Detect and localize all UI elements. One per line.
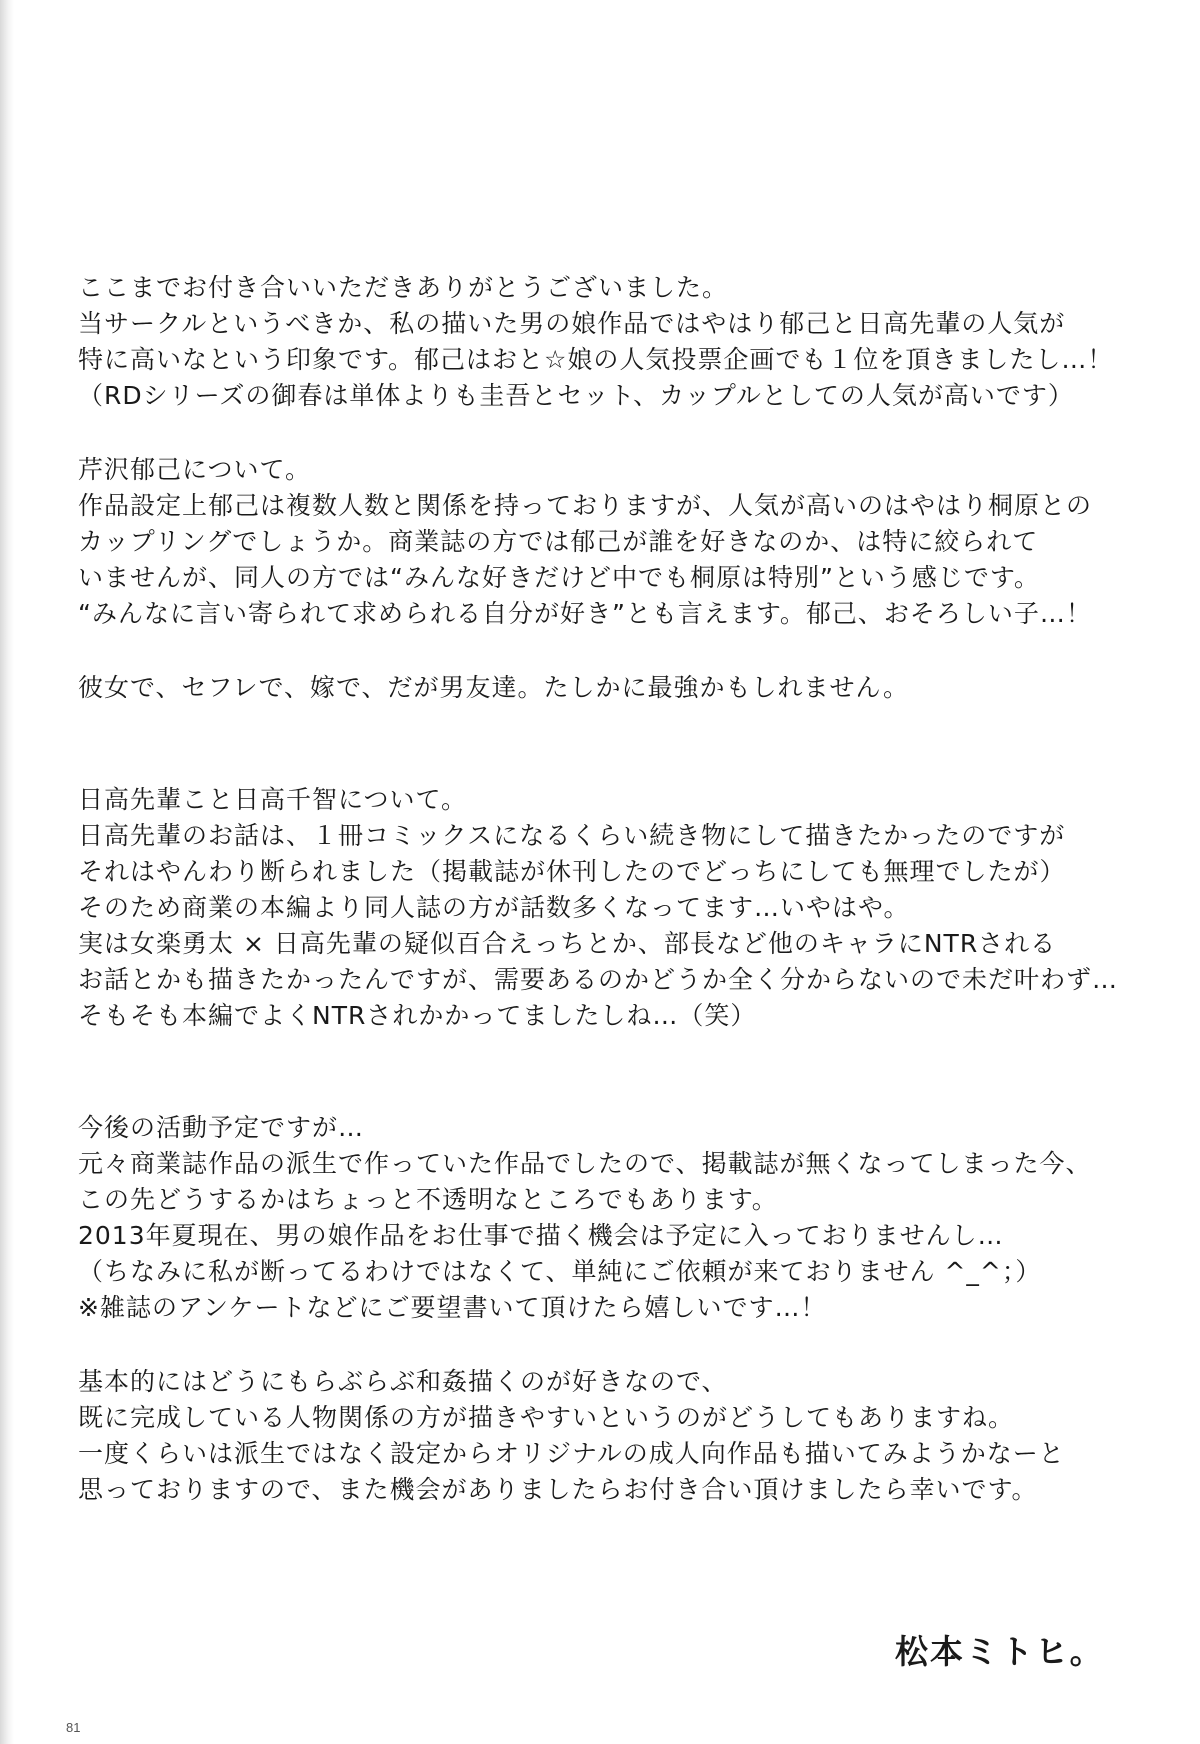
- afterword-text: [78, 270, 1128, 1508]
- text-line: カップリングでしょうか。商業誌の方では郁己が誰を好きなのか、は特に絞られて: [78, 527, 1039, 556]
- text-line: 既に完成している人物関係の方が描きやすいというのがどうしてもありますね。: [78, 1403, 1015, 1432]
- paragraph-gap: [78, 706, 1128, 782]
- section-heading: 日高先輩こと日高千智について。: [78, 785, 468, 814]
- section-heading: 今後の活動予定ですが…: [78, 1113, 365, 1142]
- text-line: 日高先輩のお話は、１冊コミックスになるくらい続き物にして描きたかったのですが: [78, 821, 1066, 850]
- page-gutter-shadow: [0, 0, 14, 1744]
- text-line: （ちなみに私が断ってるわけではなくて、単純にご依頼が来ておりません ^_^；）: [78, 1257, 1042, 1286]
- text-line: いませんが、同人の方では“みんな好きだけど中でも桐原は特別”という感じです。: [78, 563, 1040, 592]
- text-line: 2013年夏現在、男の娘作品をお仕事で描く機会は予定に入っておりませんし…: [78, 1221, 1004, 1250]
- text-line: 元々商業誌作品の派生で作っていた作品でしたので、掲載誌が無くなってしまった今、: [78, 1149, 1092, 1178]
- text-line: そもそも本編でよくNTRされかかってましたしね…（笑）: [78, 1001, 757, 1030]
- text-line: 当サークルというべきか、私の描いた男の娘作品ではやはり郁己と日高先輩の人気が: [78, 309, 1066, 338]
- text-line: 作品設定上郁己は複数人数と関係を持っておりますが、人気が高いのはやはり桐原との: [78, 491, 1093, 520]
- paragraph-gap: [78, 1034, 1128, 1110]
- text-line: ここまでお付き合いいただきありがとうございました。: [78, 273, 729, 302]
- text-line: 思っておりますので、また機会がありましたらお付き合い頂けましたら幸いです。: [78, 1475, 1038, 1504]
- text-line: それはやんわり断られました（掲載誌が休刊したのでどっちにしても無理でしたが）: [78, 857, 1066, 886]
- text-line: 基本的にはどうにもらぶらぶ和姦描くのが好きなので、: [78, 1367, 728, 1396]
- section-heading: 芹沢郁己について。: [78, 455, 312, 484]
- paragraph-gap: [78, 1326, 1128, 1364]
- paragraph-gap: [78, 414, 1128, 452]
- text-line: ※雑誌のアンケートなどにご要望書いて頂けたら嬉しいです…！: [78, 1293, 827, 1322]
- text-line: お話とかも描きたかったんですが、需要あるのかどうか全く分からないので未だ叶わず…: [78, 965, 1119, 994]
- paragraph-gap: [78, 632, 1128, 670]
- text-line: 彼女で、セフレで、嫁で、だが男友達。たしかに最強かもしれません。: [78, 673, 910, 702]
- text-line: 特に高いなという印象です。郁己はおと☆娘の人気投票企画でも１位を頂きましたし…！: [78, 345, 1114, 374]
- page-number: 81: [66, 1720, 81, 1735]
- text-line: （RDシリーズの御春は単体よりも圭吾とセット、カップルとしての人気が高いです）: [78, 381, 1074, 410]
- text-line: 実は女楽勇太 × 日高先輩の疑似百合えっちとか、部長など他のキャラにNTRされる: [78, 929, 1057, 958]
- author-signature: 松本ミトヒ。: [895, 1632, 1105, 1671]
- text-line: この先どうするかはちょっと不透明なところでもあります。: [78, 1185, 778, 1214]
- text-line: 一度くらいは派生ではなく設定からオリジナルの成人向作品も描いてみようかなーと: [78, 1439, 1065, 1468]
- text-line: そのため商業の本編より同人誌の方が話数多くなってます…いやはや。: [78, 893, 910, 922]
- text-line: “みんなに言い寄られて求められる自分が好き”とも言えます。郁己、おそろしい子…！: [78, 599, 1092, 628]
